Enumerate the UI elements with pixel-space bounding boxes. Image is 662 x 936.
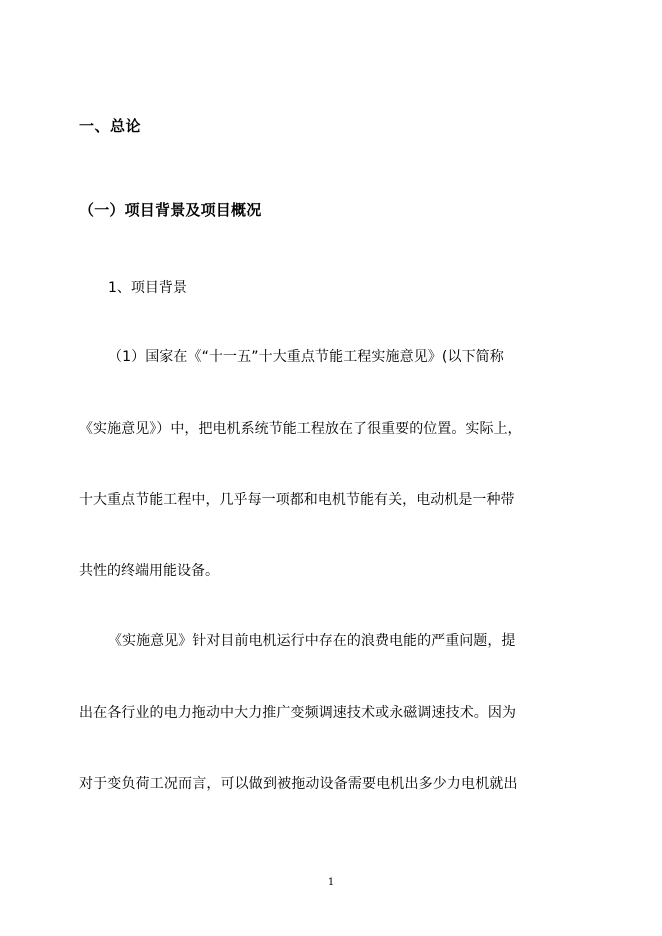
paragraph-line: 《实施意见》针对目前电机运行中存在的浪费电能的严重问题，提 — [108, 633, 516, 649]
paragraph-line: 十大重点节能工程中，几乎每一项都和电机节能有关，电动机是一种带 — [79, 492, 515, 508]
sub-subsection-heading: 1、项目背景 — [108, 280, 187, 296]
page-number: 1 — [327, 877, 335, 888]
section-heading: 一、总论 — [79, 117, 142, 135]
paragraph-line: 对于变负荷工况而言，可以做到被拖动设备需要电机出多少力电机就出 — [79, 776, 518, 792]
paragraph-line: 共性的终端用能设备。 — [79, 563, 219, 579]
paragraph-line: 《实施意见》）中，把电机系统节能工程放在了很重要的位置。实际上， — [79, 421, 522, 437]
subsection-heading: （一）项目背景及项目概况 — [79, 201, 262, 219]
paragraph-line: （1）国家在《“十一五”十大重点节能工程实施意见》(以下简称 — [108, 349, 504, 365]
paragraph-line: 出在各行业的电力拖动中大力推广变频调速技术或永磁调速技术。因为 — [79, 705, 517, 721]
